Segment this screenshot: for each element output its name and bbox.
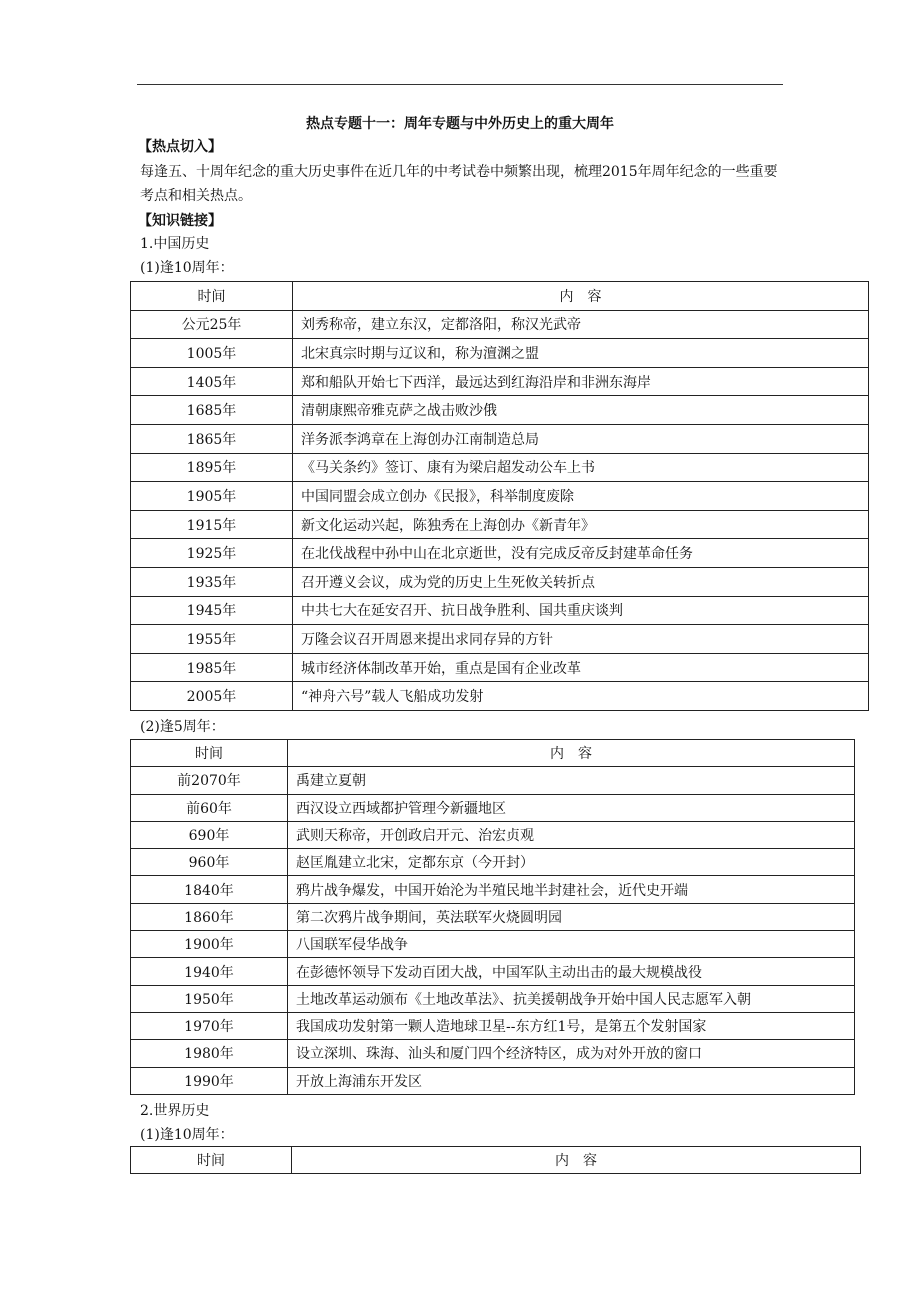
event-cell: 清朝康熙帝雅克萨之战击败沙俄 (293, 396, 869, 425)
event-cell: 郑和船队开始七下西洋，最远达到红海沿岸和非洲东海岸 (293, 367, 869, 396)
china-every10-label: (1)逢10周年： (140, 260, 234, 276)
header-time: 时间 (131, 1147, 292, 1174)
event-cell: 赵匡胤建立北宋，定都东京（今开封） (288, 849, 855, 876)
event-cell: 在北伐战程中孙中山在北京逝世，没有完成反帝反封建革命任务 (293, 539, 869, 568)
world-every10-label: (1)逢10周年： (140, 1127, 234, 1143)
year-cell: 1865年 (131, 424, 293, 453)
year-cell: 1900年 (131, 931, 288, 958)
hot-intro-paragraph: 每逢五、十周年纪念的重大历史事件在近几年的中考试卷中频繁出现，梳理2015年周年纪念的一些重要考点和相关热点。 (140, 164, 778, 204)
event-cell: 《马关条约》签订、康有为梁启超发动公车上书 (293, 453, 869, 482)
table-row (131, 339, 869, 368)
event-cell: 刘秀称帝，建立东汉，定都洛阳，称汉光武帝 (293, 310, 869, 339)
table-row (131, 482, 869, 511)
year-cell: 1945年 (131, 596, 293, 625)
top-rule (137, 84, 783, 85)
event-cell: 新文化运动兴起，陈独秀在上海创办《新青年》 (293, 510, 869, 539)
table-row (131, 567, 869, 596)
page-title: 热点专题十一：周年专题与中外历史上的重大周年 (306, 116, 614, 132)
year-cell: 1955年 (131, 625, 293, 654)
table-row (131, 510, 869, 539)
event-cell: 北宋真宗时期与辽议和，称为澶渊之盟 (293, 339, 869, 368)
table-row (131, 1040, 855, 1067)
year-cell: 960年 (131, 849, 288, 876)
event-cell: 西汉设立西域都护管理今新疆地区 (288, 794, 855, 821)
china-history-heading: 1.中国历史 (140, 236, 210, 252)
event-cell: 第二次鸦片战争期间，英法联军火烧圆明园 (288, 903, 855, 930)
year-cell: 1985年 (131, 653, 293, 682)
table-row (131, 1067, 855, 1094)
year-cell: 1980年 (131, 1040, 288, 1067)
world-history-heading: 2.世界历史 (140, 1103, 210, 1119)
event-cell: 城市经济体制改革开始，重点是国有企业改革 (293, 653, 869, 682)
year-cell: 1840年 (131, 876, 288, 903)
year-cell: 1405年 (131, 367, 293, 396)
header-content: 内 容 (288, 740, 855, 767)
header-content: 内 容 (293, 282, 869, 311)
table-row (131, 396, 869, 425)
china-every5-table (130, 739, 855, 1095)
year-cell: 1685年 (131, 396, 293, 425)
year-cell: 1005年 (131, 339, 293, 368)
table-header-row (131, 282, 869, 311)
table-row (131, 794, 855, 821)
table-row (131, 931, 855, 958)
year-cell: 前60年 (131, 794, 288, 821)
event-cell: 万隆会议召开周恩来提出求同存异的方针 (293, 625, 869, 654)
event-cell: 我国成功发射第一颗人造地球卫星--东方红1号，是第五个发射国家 (288, 1012, 855, 1039)
china-every5-label: (2)逢5周年： (140, 719, 225, 735)
table-row (131, 876, 855, 903)
year-cell: 1905年 (131, 482, 293, 511)
event-cell: 开放上海浦东开发区 (288, 1067, 855, 1094)
header-time: 时间 (131, 740, 288, 767)
table-row (131, 958, 855, 985)
year-cell: 2005年 (131, 682, 293, 711)
year-cell: 1925年 (131, 539, 293, 568)
event-cell: “神舟六号”载人飞船成功发射 (293, 682, 869, 711)
china-every10-table (130, 281, 869, 711)
event-cell: 中国同盟会成立创办《民报》，科举制度废除 (293, 482, 869, 511)
table-row (131, 653, 869, 682)
table-row (131, 453, 869, 482)
year-cell: 1915年 (131, 510, 293, 539)
header-content: 内 容 (292, 1147, 861, 1174)
table-row (131, 1012, 855, 1039)
table-row (131, 310, 869, 339)
header-time: 时间 (131, 282, 293, 311)
event-cell: 禹建立夏朝 (288, 767, 855, 794)
year-cell: 1970年 (131, 1012, 288, 1039)
table-header-row (131, 740, 855, 767)
event-cell: 武则天称帝，开创政启开元、治宏贞观 (288, 821, 855, 848)
event-cell: 鸦片战争爆发，中国开始沦为半殖民地半封建社会，近代史开端 (288, 876, 855, 903)
year-cell: 前2070年 (131, 767, 288, 794)
year-cell: 1950年 (131, 985, 288, 1012)
event-cell: 土地改革运动颁布《土地改革法》、抗美援朝战争开始中国人民志愿军入朝 (288, 985, 855, 1012)
table-row (131, 849, 855, 876)
table-row (131, 539, 869, 568)
event-cell: 设立深圳、珠海、汕头和厦门四个经济特区，成为对外开放的窗口 (288, 1040, 855, 1067)
year-cell: 公元25年 (131, 310, 293, 339)
table-row (131, 625, 869, 654)
event-cell: 在彭德怀领导下发动百团大战，中国军队主动出击的最大规模战役 (288, 958, 855, 985)
table-row (131, 903, 855, 930)
knowledge-heading: 【知识链接】 (138, 213, 222, 229)
table-row (131, 821, 855, 848)
hot-intro-heading: 【热点切入】 (138, 139, 222, 155)
year-cell: 1935年 (131, 567, 293, 596)
event-cell: 召开遵义会议，成为党的历史上生死攸关转折点 (293, 567, 869, 596)
table-row (131, 424, 869, 453)
table-header-row (131, 1147, 861, 1174)
table-row (131, 596, 869, 625)
year-cell: 1940年 (131, 958, 288, 985)
year-cell: 690年 (131, 821, 288, 848)
world-every10-table (130, 1146, 861, 1174)
event-cell: 八国联军侵华战争 (288, 931, 855, 958)
year-cell: 1895年 (131, 453, 293, 482)
event-cell: 中共七大在延安召开、抗日战争胜利、国共重庆谈判 (293, 596, 869, 625)
table-row (131, 682, 869, 711)
table-row (131, 367, 869, 396)
table-row (131, 985, 855, 1012)
year-cell: 1860年 (131, 903, 288, 930)
year-cell: 1990年 (131, 1067, 288, 1094)
event-cell: 洋务派李鸿章在上海创办江南制造总局 (293, 424, 869, 453)
table-row (131, 767, 855, 794)
